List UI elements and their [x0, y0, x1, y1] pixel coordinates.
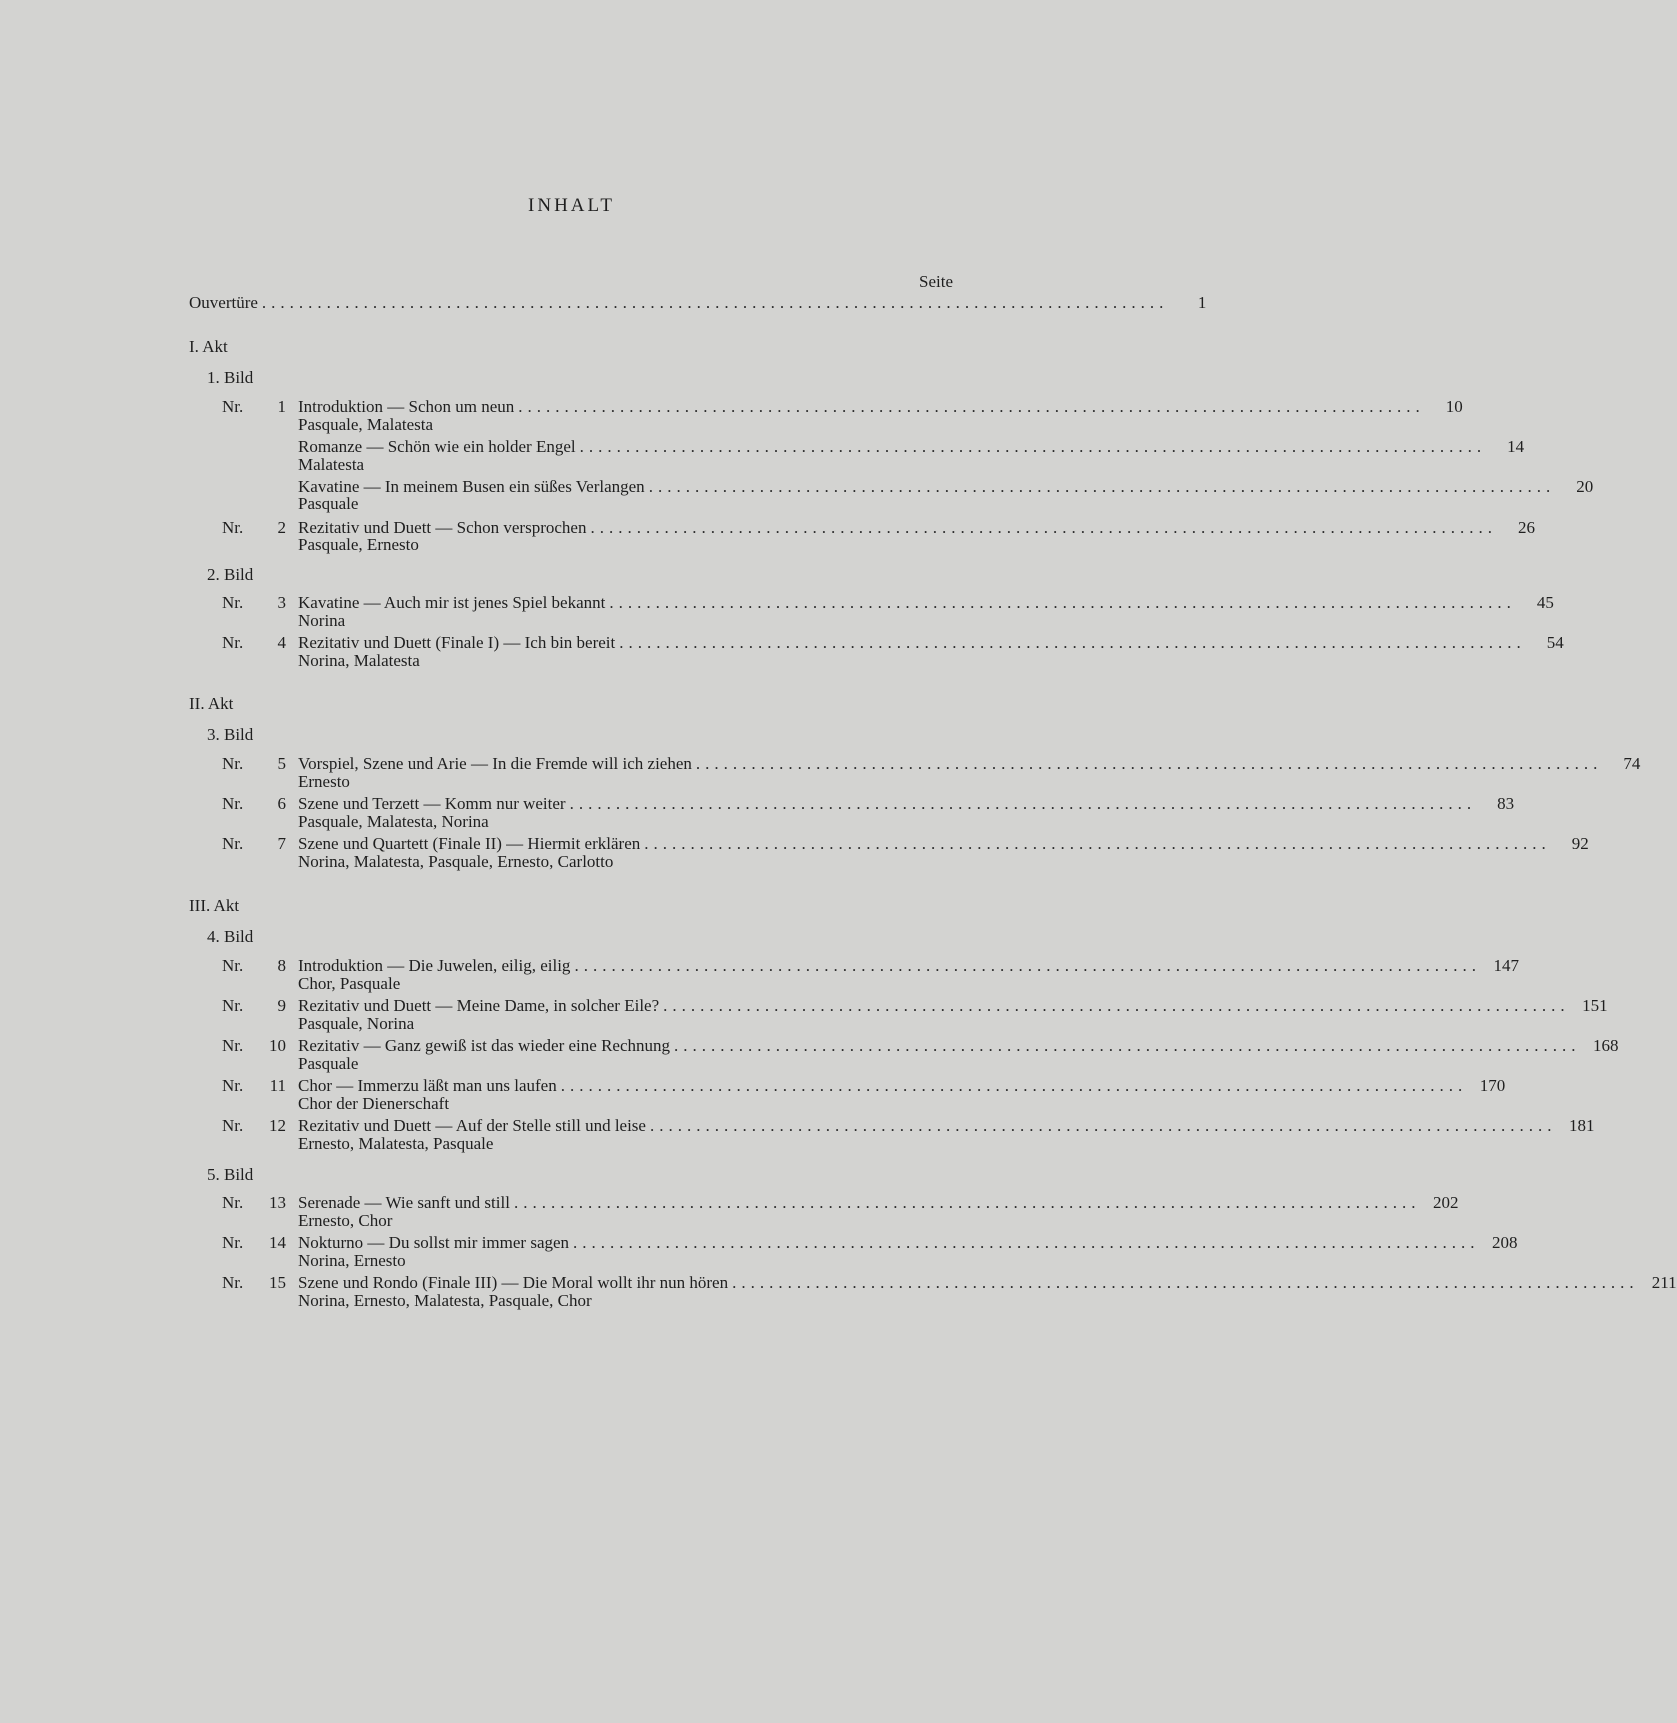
entry-number: Nr. 14 [222, 1233, 286, 1252]
leader-dots: .................................................................................................. [569, 794, 1477, 813]
leader-dots: .................................................................................................. [560, 1076, 1468, 1095]
entry-roles: Norina [298, 611, 346, 630]
leader-dots: .................................................................................................. [732, 1273, 1639, 1292]
leader-dots: .................................................................................................. [663, 996, 1570, 1015]
entry-roles: Norina, Malatesta [298, 651, 420, 670]
leader-dots: .................................................................................................. [674, 1036, 1581, 1055]
toc-entry-page: 1 [1197, 293, 1207, 312]
page-column-label: Seite [919, 272, 953, 291]
scene-heading: 1. Bild [207, 368, 254, 387]
entry-roles: Ernesto, Chor [298, 1211, 393, 1230]
toc-entry: Serenade — Wie sanft und still .................................................................................................. 202 [298, 1193, 1459, 1212]
toc-entry: Introduktion — Die Juwelen, eilig, eilig .................................................................................................. 147 [298, 956, 1519, 975]
leader-dots: .................................................................................................. [648, 477, 1556, 496]
entry-roles: Chor der Dienerschaft [298, 1094, 450, 1113]
leader-dots: .................................................................................................. [590, 518, 1497, 537]
toc-entry-title: Ouvertüre [189, 293, 258, 312]
toc-entry: Kavatine — Auch mir ist jenes Spiel bekannt .................................................................................................. 45 [298, 593, 1554, 612]
entry-roles: Pasquale [298, 494, 359, 513]
entry-roles: Pasquale, Norina [298, 1014, 415, 1033]
entry-number: Nr. 6 [222, 794, 286, 813]
toc-entry: Szene und Quartett (Finale II) — Hiermit erklären .................................................................................................. 92 [298, 834, 1589, 853]
entry-roles: Malatesta [298, 455, 365, 474]
entry-roles: Ernesto, Malatesta, Pasquale [298, 1134, 494, 1153]
leader-dots: .................................................................................................. [619, 633, 1526, 652]
toc-entry: Introduktion — Schon um neun .................................................................................................. 10 [298, 397, 1463, 416]
entry-roles: Pasquale, Malatesta, Norina [298, 812, 489, 831]
toc-entry: Rezitativ — Ganz gewiß ist das wieder eine Rechnung .................................................................................................. 168 [298, 1036, 1619, 1055]
scene-heading: 5. Bild [207, 1165, 254, 1184]
entry-roles: Norina, Malatesta, Pasquale, Ernesto, Carlotto [298, 852, 614, 871]
entry-number: Nr. 8 [222, 956, 286, 975]
act-heading: III. Akt [189, 896, 240, 915]
toc-entry: Chor — Immerzu läßt man uns laufen .................................................................................................. 170 [298, 1076, 1506, 1095]
toc-entry: Rezitativ und Duett — Auf der Stelle still und leise .................................................................................................. 181 [298, 1116, 1595, 1135]
entry-roles: Norina, Ernesto, Malatesta, Pasquale, Chor [298, 1291, 592, 1310]
leader-dots: .................................................................................................. [518, 397, 1425, 416]
toc-entry: Vorspiel, Szene und Arie — In die Fremde will ich ziehen .................................................................................................. 74 [298, 754, 1641, 773]
entry-roles: Chor, Pasquale [298, 974, 401, 993]
leader-dots: .................................................................................................. [579, 437, 1487, 456]
entry-roles: Ernesto [298, 772, 350, 791]
entry-roles: Pasquale, Malatesta [298, 415, 434, 434]
leader-dots: .................................................................................................. [574, 956, 1481, 975]
toc-entry: Rezitativ und Duett (Finale I) — Ich bin bereit .................................................................................................. 54 [298, 633, 1564, 652]
toc-entry: Szene und Terzett — Komm nur weiter .................................................................................................. 83 [298, 794, 1515, 813]
act-heading: II. Akt [189, 694, 234, 713]
entry-roles: Pasquale [298, 1054, 359, 1073]
leader-dots: .................................................................................................. [513, 1193, 1421, 1212]
leader-dots: .................................................................................................. [644, 834, 1551, 853]
entry-number: Nr. 10 [222, 1036, 286, 1055]
entry-number: Nr. 3 [222, 593, 286, 612]
entry-number: Nr. 5 [222, 754, 286, 773]
scene-heading: 2. Bild [207, 565, 254, 584]
toc-entry: Szene und Rondo (Finale III) — Die Moral wollt ihr nun hören .................................................................................................. 211 [298, 1273, 1677, 1292]
toc-entry: Nokturno — Du sollst mir immer sagen .................................................................................................. 208 [298, 1233, 1518, 1252]
entry-number: Nr. 13 [222, 1193, 286, 1212]
scene-heading: 3. Bild [207, 725, 254, 744]
entry-roles: Norina, Ernesto [298, 1251, 406, 1270]
leader-dots: .................................................................................................. [609, 593, 1516, 612]
toc-entry: Kavatine — In meinem Busen ein süßes Verlangen .................................................................................................. 20 [298, 477, 1594, 496]
toc-entry-ouverture [189, 292, 1207, 314]
entry-number: Nr. 11 [222, 1076, 286, 1095]
entry-number: Nr. 1 [222, 397, 286, 416]
page-title: INHALT [528, 195, 615, 216]
leader-dots: .................................................................................................. [649, 1116, 1557, 1135]
leader-dots: .................................................................................................. [695, 754, 1603, 773]
entry-number: Nr. 15 [222, 1273, 286, 1292]
act-heading: I. Akt [189, 337, 228, 356]
entry-number: Nr. 12 [222, 1116, 286, 1135]
leader-dots: .................................................................................................. [573, 1233, 1480, 1252]
scene-heading: 4. Bild [207, 927, 254, 946]
entry-number: Nr. 7 [222, 834, 286, 853]
toc-entry: Romanze — Schön wie ein holder Engel .................................................................................................. 14 [298, 437, 1525, 456]
toc-entry: Rezitativ und Duett — Meine Dame, in solcher Eile? .................................................................................................. 151 [298, 996, 1608, 1015]
entry-roles: Pasquale, Ernesto [298, 535, 419, 554]
entry-number: Nr. 2 [222, 518, 286, 537]
entry-number: Nr. 9 [222, 996, 286, 1015]
entry-number: Nr. 4 [222, 633, 286, 652]
toc-entry: Rezitativ und Duett — Schon versprochen .................................................................................................. 26 [298, 518, 1535, 537]
leader-dots: .................................................................................................. [261, 293, 1169, 312]
